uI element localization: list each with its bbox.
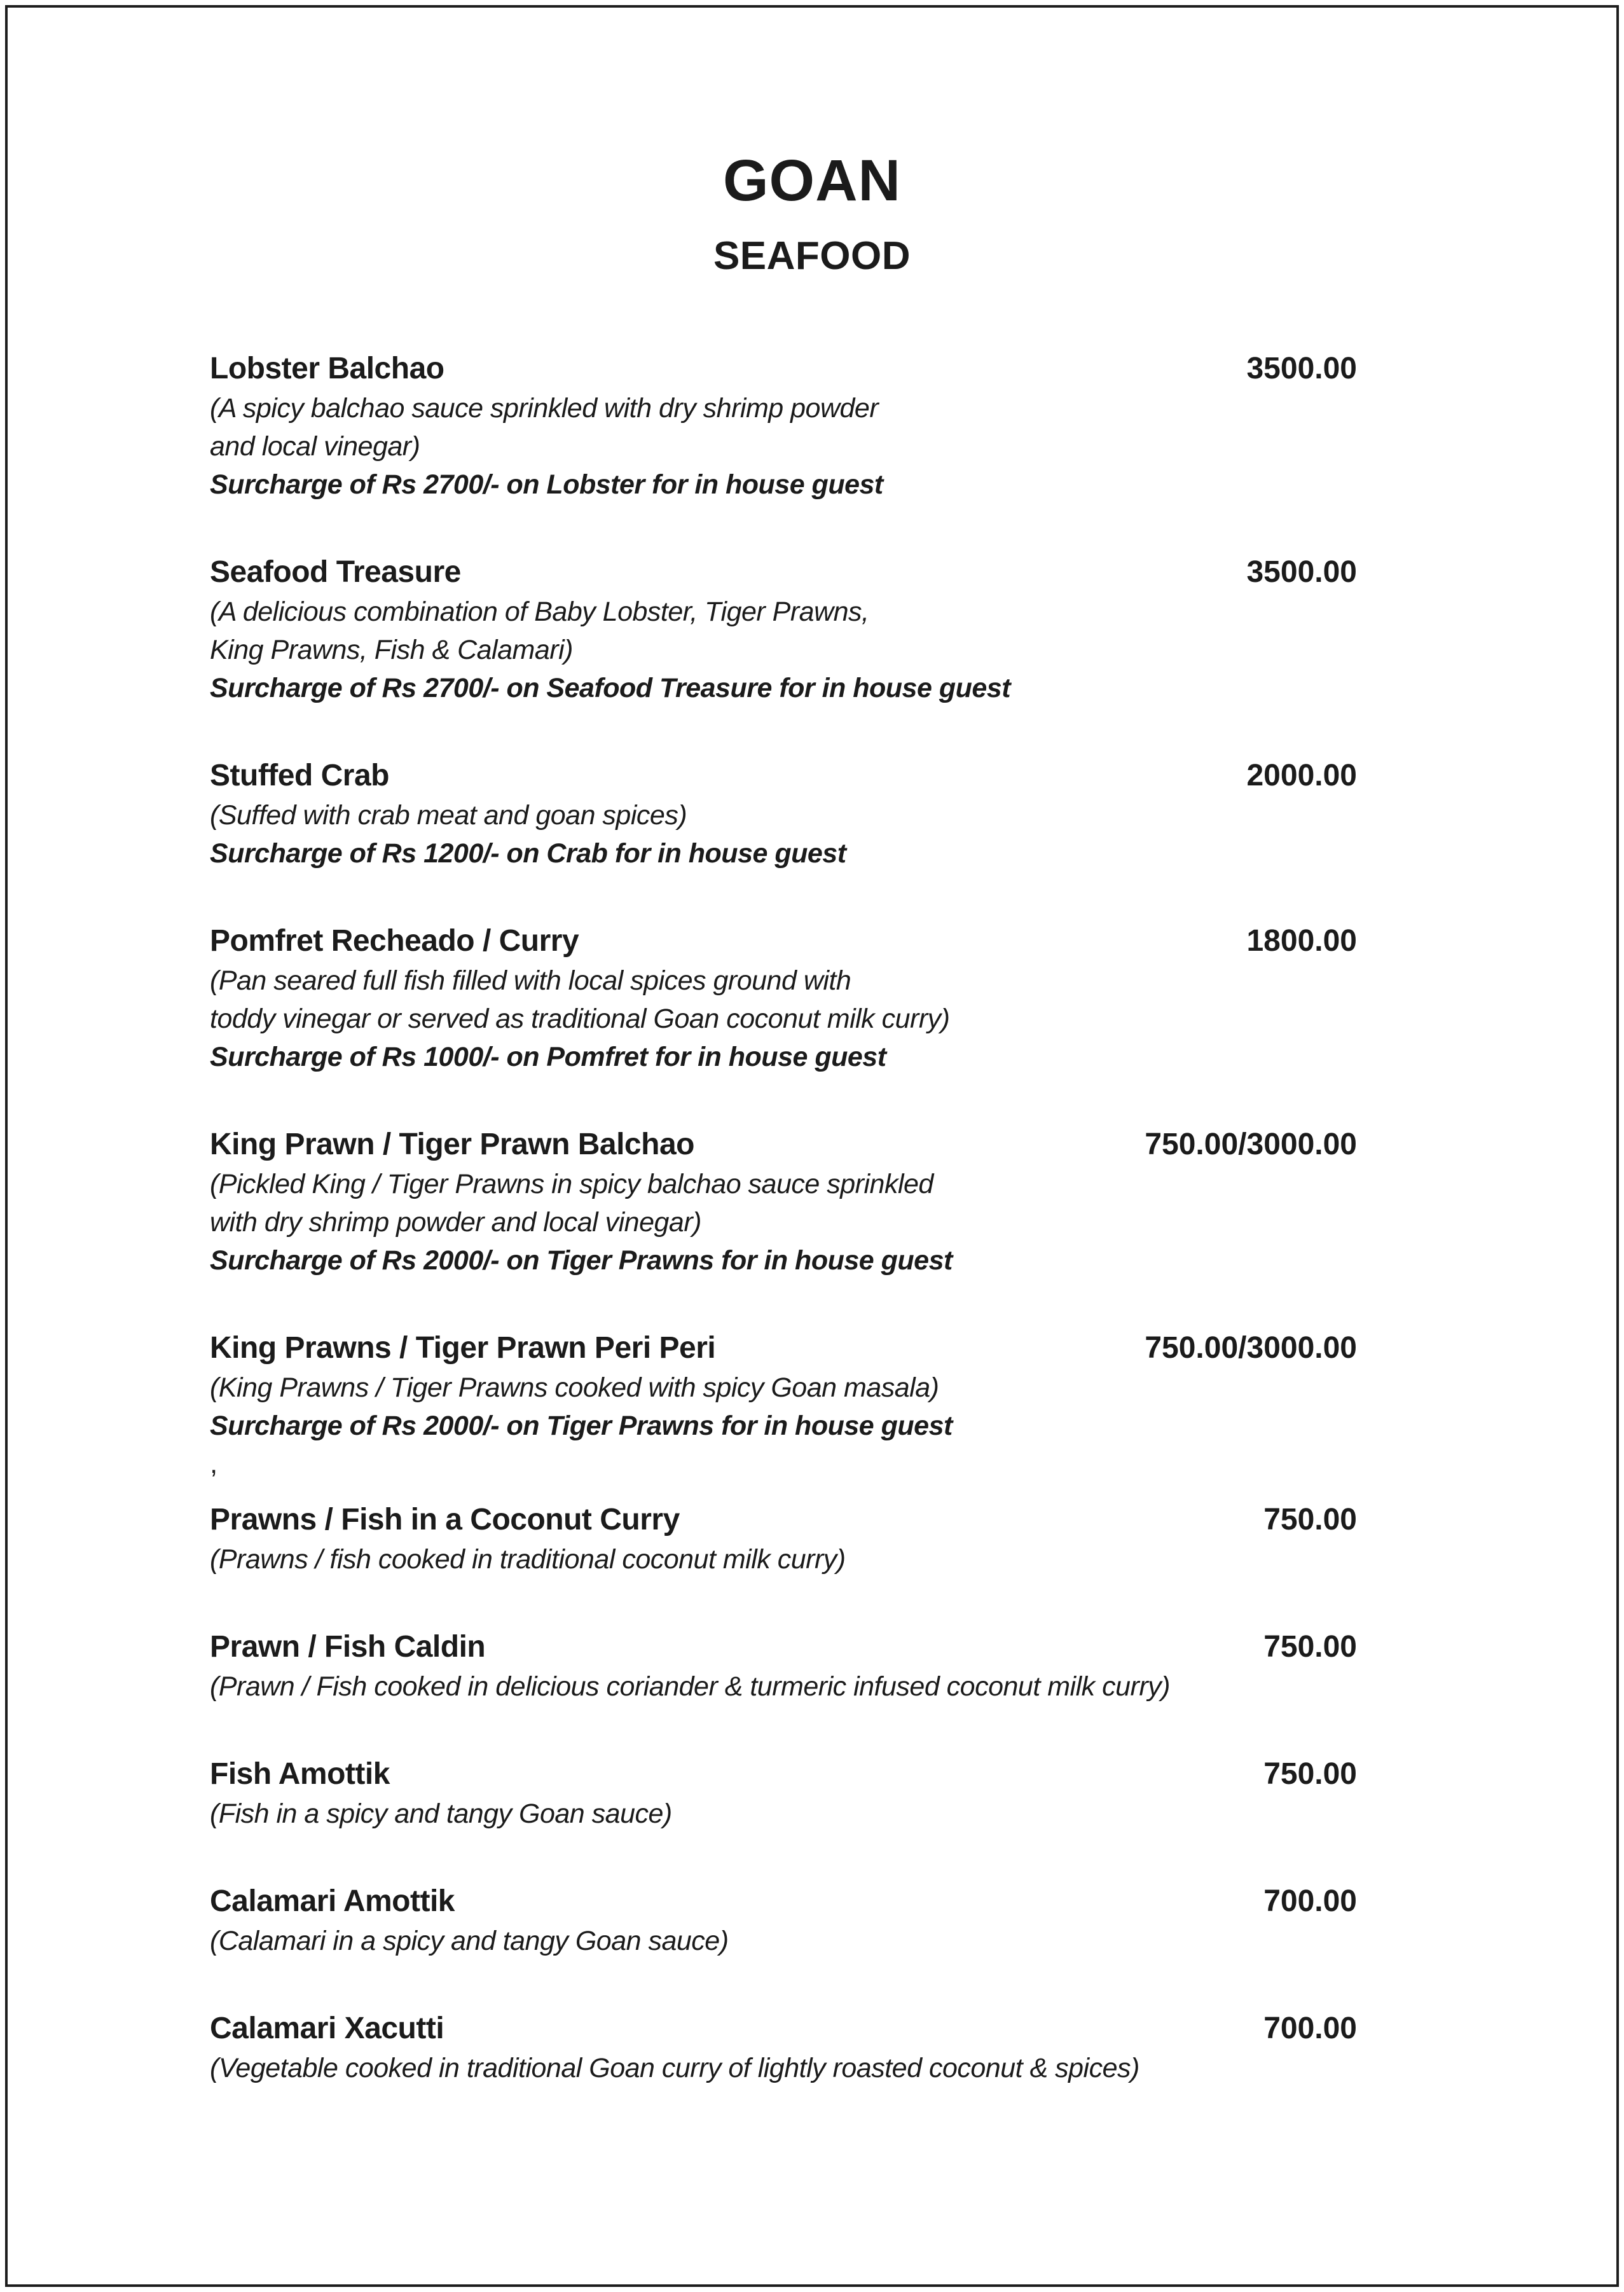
item-description-line: (Fish in a spicy and tangy Goan sauce) bbox=[210, 1798, 672, 1829]
item-price: 750.00 bbox=[1263, 1757, 1357, 1791]
menu-item bbox=[210, 1330, 1357, 1483]
item-name: Seafood Treasure bbox=[210, 555, 461, 589]
item-name: King Prawn / Tiger Prawn Balchao bbox=[210, 1128, 694, 1161]
menu-item bbox=[210, 1629, 1357, 1706]
menu-title: GOAN bbox=[723, 148, 901, 213]
item-row bbox=[210, 1757, 1357, 1795]
menu-item-list bbox=[210, 351, 1357, 2087]
item-description-line: (Pan seared full fish filled with local spices ground with bbox=[210, 965, 851, 996]
item-description-line: (Suffed with crab meat and goan spices) bbox=[210, 800, 687, 831]
item-surcharge: Surcharge of Rs 1200/- on Crab for in house guest bbox=[210, 838, 846, 869]
menu-header bbox=[0, 0, 1624, 276]
item-surcharge: Surcharge of Rs 1000/- on Pomfret for in house guest bbox=[210, 1042, 886, 1072]
item-description-line: (A delicious combination of Baby Lobster, Tiger Prawns, bbox=[210, 597, 869, 627]
item-name: Fish Amottik bbox=[210, 1757, 390, 1791]
item-surcharge: Surcharge of Rs 2000/- on Tiger Prawns for in house guest bbox=[210, 1245, 953, 1276]
item-row bbox=[210, 2011, 1357, 2049]
item-price: 3500.00 bbox=[1246, 555, 1357, 589]
menu-subtitle: SEAFOOD bbox=[713, 234, 911, 278]
item-price: 750.00/3000.00 bbox=[1145, 1331, 1357, 1365]
item-name: Pomfret Recheado / Curry bbox=[210, 924, 579, 958]
item-row bbox=[210, 1127, 1357, 1165]
menu-item bbox=[210, 1884, 1357, 1960]
menu-item bbox=[210, 923, 1357, 1076]
item-description-line: (Calamari in a spicy and tangy Goan sauce) bbox=[210, 1926, 729, 1956]
item-description-line: toddy vinegar or served as traditional Goan coconut milk curry) bbox=[210, 1004, 950, 1034]
item-name: Stuffed Crab bbox=[210, 759, 389, 792]
menu-item bbox=[210, 1502, 1357, 1578]
item-price: 700.00 bbox=[1263, 2012, 1357, 2045]
item-price: 750.00/3000.00 bbox=[1145, 1128, 1357, 1161]
item-description-line: (Pickled King / Tiger Prawns in spicy balchao sauce sprinkled bbox=[210, 1169, 933, 1199]
item-note: , bbox=[210, 1448, 218, 1479]
item-row bbox=[210, 758, 1357, 796]
item-name: Calamari Amottik bbox=[210, 1884, 455, 1918]
item-price: 3500.00 bbox=[1246, 352, 1357, 385]
menu-item bbox=[210, 2011, 1357, 2087]
item-row bbox=[210, 555, 1357, 593]
item-name: Lobster Balchao bbox=[210, 352, 444, 385]
item-name: Calamari Xacutti bbox=[210, 2012, 444, 2045]
item-description-line: (Prawns / fish cooked in traditional coconut milk curry) bbox=[210, 1544, 846, 1575]
item-description-line: (Vegetable cooked in traditional Goan curry of lightly roasted coconut & spices) bbox=[210, 2053, 1139, 2083]
item-surcharge: Surcharge of Rs 2700/- on Seafood Treasure for in house guest bbox=[210, 673, 1011, 703]
item-description-line: (King Prawns / Tiger Prawns cooked with spicy Goan masala) bbox=[210, 1372, 939, 1403]
item-price: 2000.00 bbox=[1246, 759, 1357, 792]
item-name: Prawn / Fish Caldin bbox=[210, 1630, 486, 1664]
item-description-line: (Prawn / Fish cooked in delicious coriander & turmeric infused coconut milk curry) bbox=[210, 1671, 1170, 1702]
item-price: 750.00 bbox=[1263, 1503, 1357, 1536]
item-price: 750.00 bbox=[1263, 1630, 1357, 1664]
item-description-line: with dry shrimp powder and local vinegar) bbox=[210, 1207, 701, 1238]
item-row bbox=[210, 1330, 1357, 1369]
item-surcharge: Surcharge of Rs 2700/- on Lobster for in house guest bbox=[210, 469, 883, 500]
menu-item bbox=[210, 1757, 1357, 1833]
item-name: Prawns / Fish in a Coconut Curry bbox=[210, 1503, 680, 1536]
menu-item bbox=[210, 351, 1357, 504]
item-price: 700.00 bbox=[1263, 1884, 1357, 1918]
item-row bbox=[210, 1629, 1357, 1667]
item-name: King Prawns / Tiger Prawn Peri Peri bbox=[210, 1331, 716, 1365]
item-description-line: and local vinegar) bbox=[210, 431, 420, 462]
menu-item bbox=[210, 555, 1357, 707]
menu-item bbox=[210, 1127, 1357, 1280]
item-surcharge: Surcharge of Rs 2000/- on Tiger Prawns for in house guest bbox=[210, 1411, 953, 1441]
item-price: 1800.00 bbox=[1246, 924, 1357, 958]
item-row bbox=[210, 351, 1357, 389]
item-row bbox=[210, 1502, 1357, 1540]
item-description-line: King Prawns, Fish & Calamari) bbox=[210, 635, 573, 665]
item-row bbox=[210, 923, 1357, 962]
item-row bbox=[210, 1884, 1357, 1922]
menu-item bbox=[210, 758, 1357, 873]
item-description-line: (A spicy balchao sauce sprinkled with dry shrimp powder bbox=[210, 393, 879, 424]
